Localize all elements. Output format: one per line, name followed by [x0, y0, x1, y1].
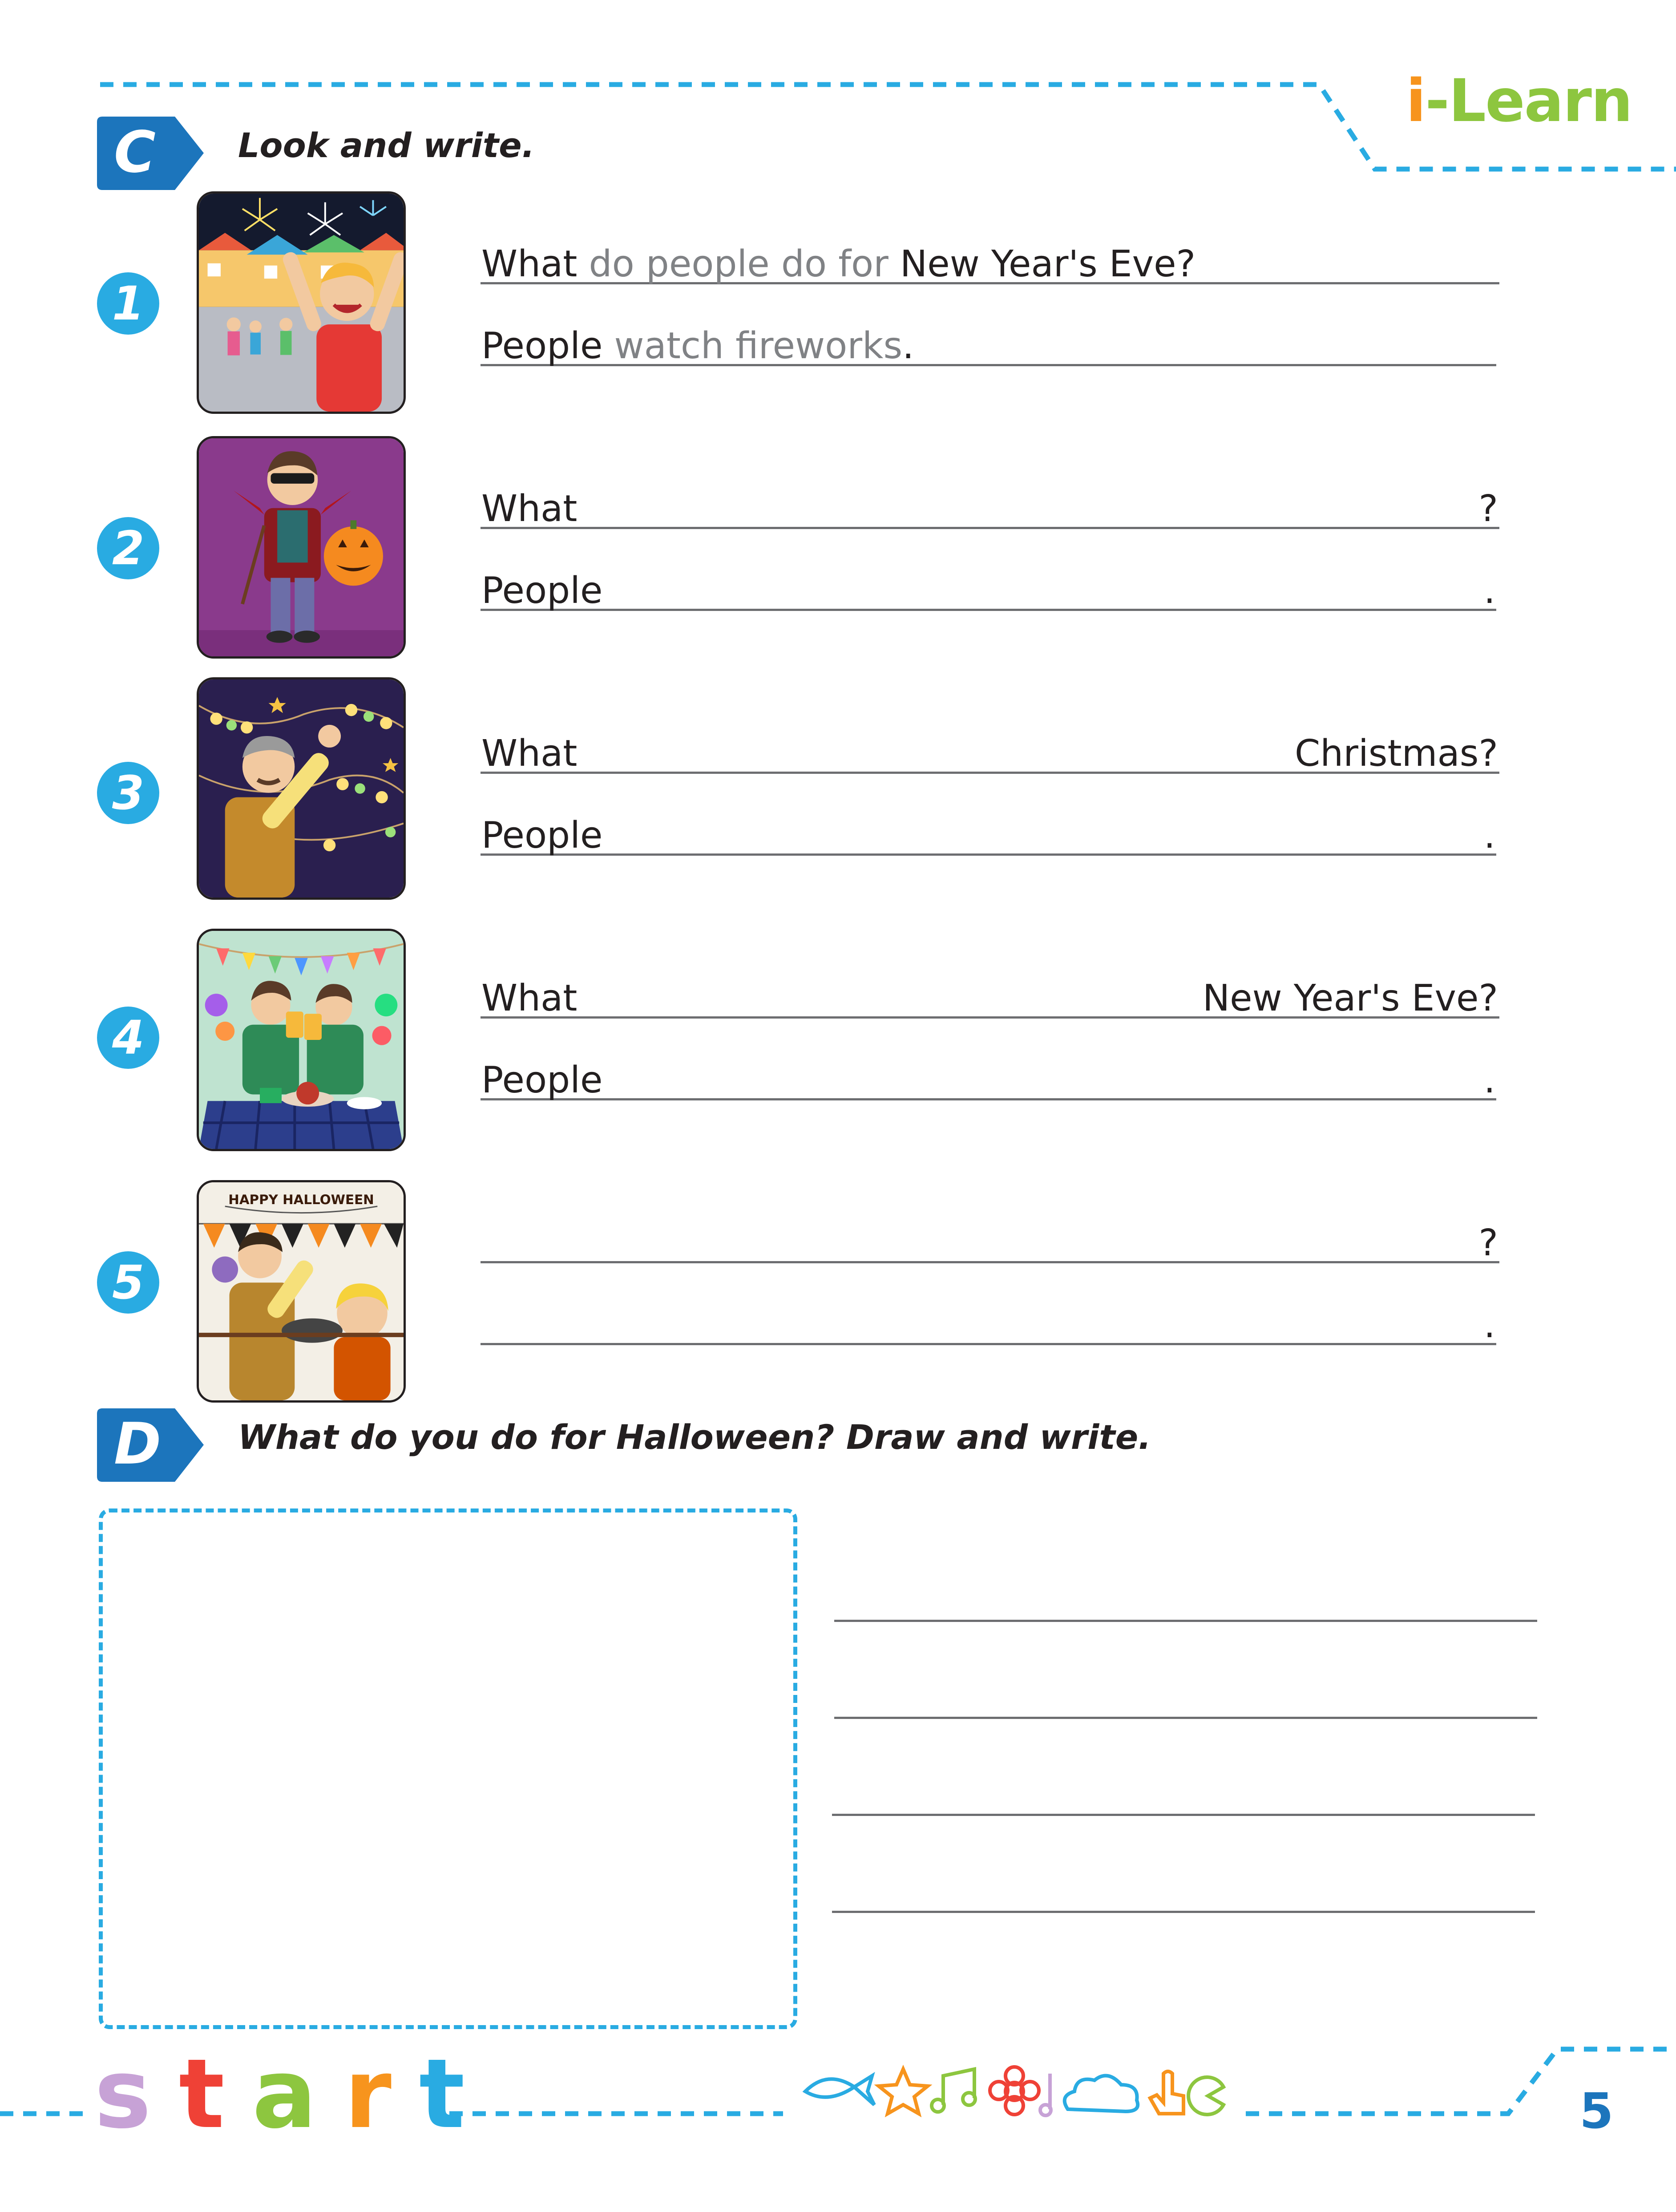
i-learn-logo: i-Learn: [1406, 67, 1632, 135]
item-3-question-suffix: Christmas?: [1295, 732, 1498, 775]
writing-line-3[interactable]: [832, 1814, 1535, 1816]
item-2-number: 2: [97, 517, 159, 579]
section-d-letter: D: [114, 1411, 162, 1477]
item-1-answer-suffix: .: [902, 325, 914, 367]
item-1-question-prefix: What: [481, 243, 578, 285]
drawing-area[interactable]: [99, 1508, 797, 2029]
item-1-picture-new-years-eve-fireworks: [197, 191, 406, 414]
item-1-answer-prefix: People: [481, 325, 603, 367]
section-c-letter: C: [114, 119, 156, 186]
page-number: 5: [1579, 2083, 1614, 2139]
item-5-question-suffix: ?: [1478, 1222, 1498, 1264]
item-5-answer-suffix: .: [1483, 1304, 1495, 1346]
item-2-question-suffix: ?: [1478, 488, 1498, 530]
item-1-question-answer: do people do for: [577, 243, 888, 285]
pic5-banner-text: HAPPY HALLOWEEN: [228, 1192, 374, 1208]
item-1-question-suffix: New Year's Eve?: [888, 243, 1196, 285]
item-4-picture-new-years-party: [197, 929, 406, 1151]
item-3-answer-line: [481, 853, 1496, 856]
item-2-picture-halloween-costume: [197, 436, 406, 659]
item-5-number: 5: [97, 1251, 159, 1314]
item-1-answer-text: watch fireworks: [602, 325, 903, 367]
start-brand-text: start: [94, 2038, 493, 2150]
item-5-question-line: [481, 1261, 1499, 1263]
note-icon: [1040, 2074, 1051, 2115]
hand-pointer-icon: [1150, 2071, 1183, 2114]
cloud-icon: [1065, 2076, 1138, 2111]
section-c-badge: [97, 117, 204, 190]
section-d-badge: [97, 1408, 204, 1482]
writing-line-1[interactable]: [834, 1620, 1537, 1622]
music-note-icon: [932, 2069, 975, 2112]
item-2-question-line: [481, 527, 1499, 529]
flower-icon: [990, 2067, 1039, 2115]
item-2-answer-line: [481, 609, 1496, 611]
item-4-answer-line: [481, 1098, 1496, 1100]
decorative-doodle-icons: [796, 2056, 1241, 2127]
item-4-answer-prefix: People: [481, 1059, 603, 1101]
item-4-question-prefix: What: [481, 977, 578, 1019]
item-2-answer-suffix: .: [1483, 570, 1495, 612]
star-icon: [879, 2069, 928, 2114]
writing-line-4[interactable]: [832, 1911, 1535, 1913]
item-3-answer-prefix: People: [481, 814, 603, 857]
pacman-icon: [1188, 2077, 1224, 2115]
item-2-answer-prefix: People: [481, 570, 603, 612]
writing-line-2[interactable]: [834, 1717, 1537, 1719]
item-4-question-suffix: New Year's Eve?: [1202, 977, 1498, 1019]
item-4-answer-suffix: .: [1483, 1059, 1495, 1101]
item-1-question: [481, 243, 1195, 285]
item-3-answer-suffix: .: [1483, 814, 1495, 857]
item-1-number: 1: [97, 272, 159, 335]
item-5-answer-line: [481, 1343, 1496, 1345]
section-c-instruction: Look and write.: [238, 125, 535, 165]
item-3-picture-christmas-lights: [197, 677, 406, 900]
item-1-answer: [481, 325, 914, 367]
section-d-instruction: What do you do for Halloween? Draw and write.: [238, 1417, 1151, 1457]
item-4-number: 4: [97, 1007, 159, 1069]
item-2-question-prefix: What: [481, 488, 578, 530]
item-5-picture-halloween-party: [197, 1180, 406, 1403]
fish-icon: [805, 2076, 874, 2105]
item-3-question-prefix: What: [481, 732, 578, 775]
item-3-number: 3: [97, 762, 159, 824]
